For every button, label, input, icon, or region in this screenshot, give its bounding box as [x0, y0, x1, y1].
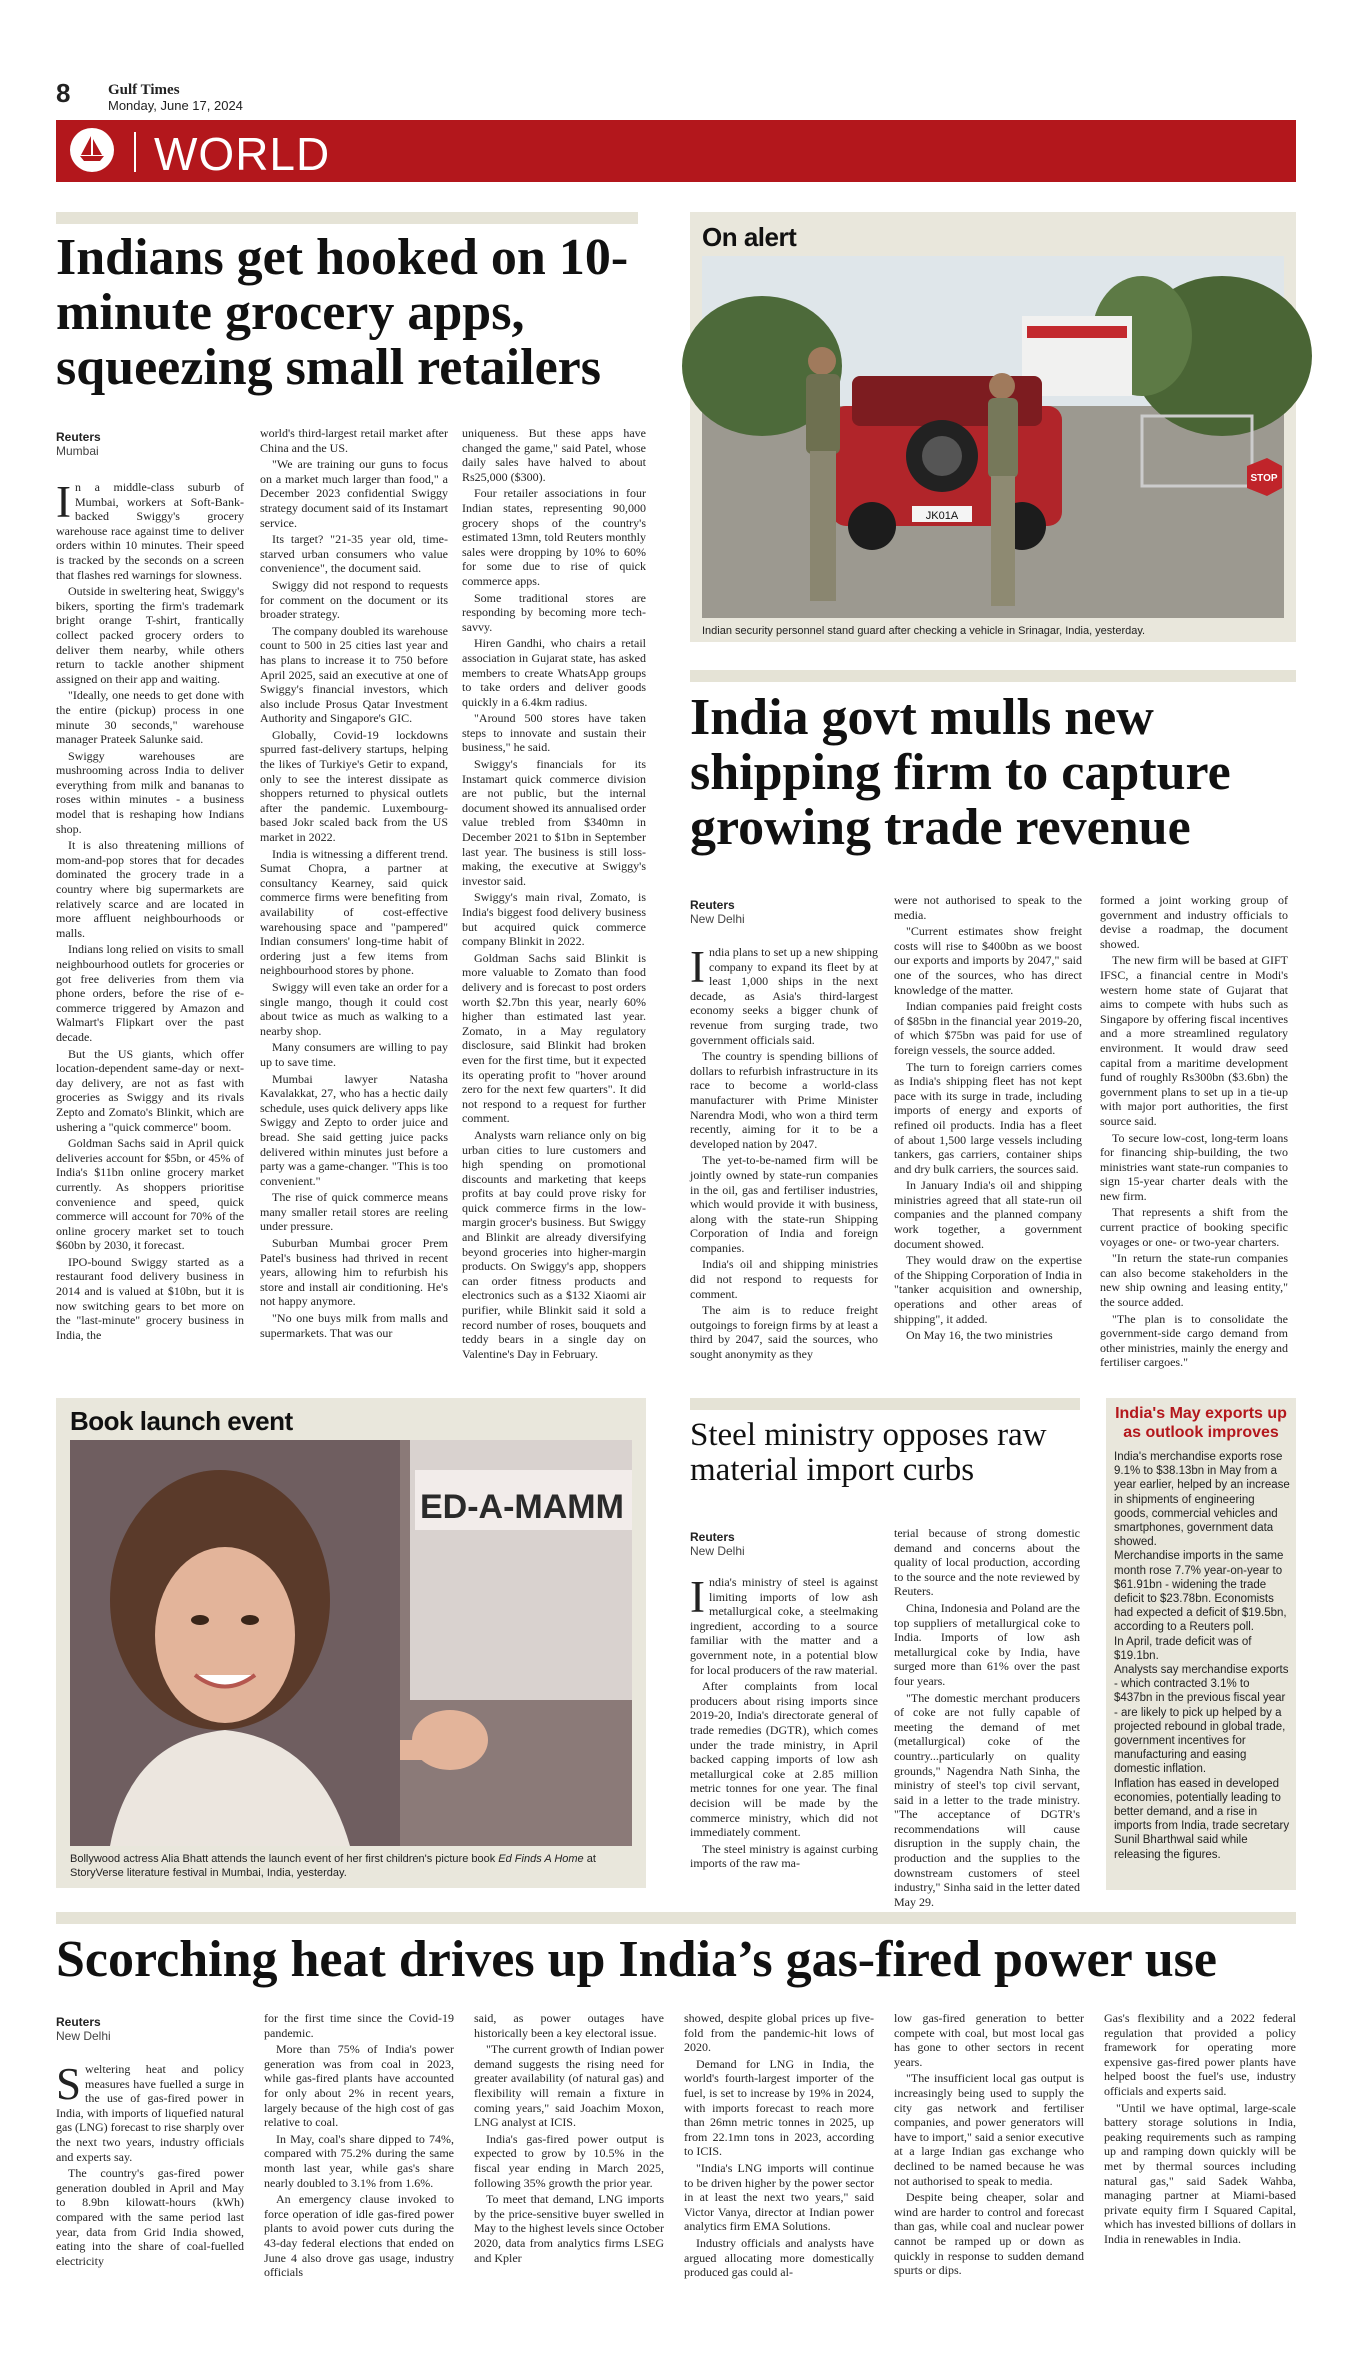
paragraph: Swiggy warehouses are mushrooming across India to deliver everything from milk and bananas to roses within minutes - a business model that is reshaping how Indians shop. [56, 748, 244, 836]
paragraph: To secure low-cost, long-term loans for financing ship-building, the two ministries want state-run companies to sign 15-year charter deals with the new firm. [1100, 1130, 1288, 1203]
paragraph: were not authorised to speak to the media. [894, 893, 1082, 922]
paragraph: The country's gas-fired power generation doubled in April and May to 8.9bn kilowatt-hours (kWh) compared with the same period last year, data from Grid India showed, eating into the share of coal-fuelled electricity [56, 2166, 244, 2268]
paragraph: "The insufficient local gas output is increasingly being used to supply the city gas network and fertiliser companies, and power generators will have to import," said a senior executive at a large Indian gas exchange who declined to be named because he was not authorised to speak to media. [894, 2071, 1084, 2188]
paragraph: low gas-fired generation to better compete with coal, but most local gas has gone to other sectors in recent years. [894, 2011, 1084, 2069]
paragraph: Analysts say merchandise exports - which contracted 3.1% to $437bn in the previous fiscal year - are likely to pick up helped by a projected rebound in global trade, government incentives for manufacturing and easing domestic inflation. [1114, 1664, 1289, 1776]
paragraph: The new firm will be based at GIFT IFSC, a financial centre in Modi's western home state of Gujarat that aims to compete with hubs such as Singapore by offering fiscal incentives and a more streamlined regulatory environment. It would draw seed capital from a maritime development fund of roughly Rs300bn ($3.6bn) the government plans to set up in a tie-up with major port authorities, the first source said. [1100, 953, 1288, 1128]
drop-cap: I [56, 477, 71, 527]
paragraph: The steel ministry is against curbing imports of the raw ma- [690, 1841, 878, 1871]
paragraph: They would draw on the expertise of the Shipping Corporation of India in "tanker acquisition and ownership, operations and other areas of shipping", it added. [894, 1253, 1082, 1326]
security-photo [702, 256, 1284, 618]
paragraph: It is also threatening millions of mom-and-pop stores that for decades dominated the grocery trade in a country where big supermarkets are relatively scarce and are located in more affluent neighbourhoods or malls. [56, 838, 244, 940]
headline: Steel ministry opposes raw material import curbs [690, 1417, 1047, 1488]
paragraph: "The plan is to consolidate the government-side cargo demand from other ministries, mainly the energy and fertiliser cargoes." [1100, 1311, 1288, 1370]
paragraph: Swiggy did not respond to requests for comment on the document or its broader strategy. [260, 577, 448, 622]
paragraph: Hiren Gandhi, who chairs a retail association in Gujarat state, has asked members to create WhatsApp groups to take orders and deliver goods quickly in a 6.4km radius. [462, 636, 646, 709]
paragraph: India is witnessing a different trend. Sumat Chopra, a partner at consultancy Kearney, said quick commerce firms were benefiting from availability of cost-effective warehousing space and "pampered" Indian consumers' long-time habit of ordering just a few items from neighbourhood stores by phone. [260, 846, 448, 978]
paragraph: To meet that demand, LNG imports by the price-sensitive buyer swelled in May to the highest levels since October 2020, data from analytics firms LSEG and Kpler [474, 2192, 664, 2265]
drop-cap: I [690, 942, 705, 992]
paragraph: Despite being cheaper, solar and wind are harder to control and forecast than gas, while coal and nuclear power cannot be ramped up or down as quickly in response to sudden demand spurts or dips. [894, 2190, 1084, 2278]
paragraph: Analysts warn reliance only on big urban cities to lure customers and high spending on promotional discounts and marketing that keeps profits at bay could prove risky for quick commerce firms in the low-margin grocer's business. But Swiggy and Blinkit are already diversifying beyond groceries into higher-margin products. On Swiggy's app, shoppers can order fitness products and electronics such as a $132 Xiaomi air purifier, while Blinkit said it sold a record number of roses, bouquets and teddy bears in a single day on Valentine's Day in February. [462, 1127, 646, 1361]
paragraph: Goldman Sachs said in April quick deliveries account for $5bn, or 45% of India's $11bn online grocery market currently. As shoppers prioritise convenience and speed, quick commerce will account for 70% of the online grocery market set to touch $60bn by 2030, it forecast. [56, 1136, 244, 1253]
section-bar [56, 120, 1296, 182]
paragraph: weltering heat and policy measures have fuelled a surge in the use of gas-fired power in India, with imports of liquefied natural gas (LNG) forecast to rise sharply over the next two years, industry officials and experts say. [56, 2062, 244, 2164]
paragraph: Globally, Covid-19 lockdowns spurred fast-delivery startups, helping the likes of Turkiye's Getir to expand, only to see the interest dissipate as shoppers returned to physical outlets after the pandemic. Luxembourg-based Jokr scaled back from the US market in 2022. [260, 727, 448, 845]
photo-caption [70, 1852, 632, 1880]
photo-caption: Indian security personnel stand guard after checking a vehicle in Srinagar, India, yesterday. [702, 625, 1146, 637]
paragraph: formed a joint working group of government and industry officials to devise a roadmap, the document showed. [1100, 893, 1288, 951]
paragraph: Mumbai lawyer Natasha Kavalakkat, 27, who has a hectic daily schedule, uses quick delivery apps like Swiggy and Zepto to order juice and bread. She said getting juice packs delivered within minutes just before a party was a game-changer. "This is too convenient." [260, 1071, 448, 1188]
article-column [264, 2011, 454, 2352]
headline: India govt mulls new shipping firm to capture growing trade revenue [690, 689, 1231, 857]
byline-location: Mumbai [56, 444, 99, 458]
divider [134, 132, 136, 172]
paragraph: Swiggy's financials for its Instamart quick commerce division are not public, but the internal document showed its annualised order value trebled from $340mn in December 2021 to $1bn in September last year. The business is still loss-making, the executive at Swiggy's investor said. [462, 757, 646, 888]
byline-source: Reuters [690, 1530, 735, 1544]
paragraph: "The domestic merchant producers of coke are not fully capable of meeting the demand of met (metallurgical) coke of the country...particularly on quality grounds," Nagendra Nath Sinha, the ministry of steel's top civil servant, said in a letter to the trade ministry. "The acceptance of DGTR's recommendations will cause disruption in the supply chain, the production and the supplies to the downstream customers of steel industry," Sinha said in the letter dated May 29. [894, 1690, 1080, 1909]
paragraph: "We are training our guns to focus on a market much larger than food," a December 2023 confidential Swiggy strategy document said of its Instamart service. [260, 457, 448, 530]
paragraph: ndia plans to set up a new shipping company to expand its fleet by at least 1,000 ships in the next decade, as Asia's third-largest economy seeks a bigger chunk of revenue from surging trade, two government officials said. [690, 945, 878, 1047]
paragraph: Outside in sweltering heat, Swiggy's bikers, sporting the firm's trademark bright orange T-shirt, frantically collect packed grocery orders to deliver them nearby, while others return to tackle another shipment assigned on their app and waiting. [56, 584, 244, 686]
paragraph: Suburban Mumbai grocer Prem Patel's business had thrived in recent years, allowing him to refurbish his store and install air conditioning. He's not happy anymore. [260, 1236, 448, 1309]
dhow-logo-icon [70, 128, 114, 172]
article-column [1104, 2011, 1296, 2352]
paragraph: Indian companies paid freight costs of $85bn in the financial year 2019-20, of which $75bn was paid for use of foreign vessels, the source added. [894, 999, 1082, 1057]
section-title: WORLD [154, 128, 331, 180]
article-column [894, 1526, 1080, 1909]
byline-location: New Delhi [690, 1544, 745, 1558]
photo-label: On alert [702, 222, 797, 252]
page-number: 8 [56, 78, 71, 108]
paragraph: India's gas-fired power output is expected to grow by 10.5% in the fiscal year ending in March 2025, following 35% growth the prior year. [474, 2131, 664, 2190]
paragraph: "Until we have optimal, large-scale battery storage solutions in India, peaking requirements such as ramping up and ramping down quickly will be met by thermal sources including natural gas," said Sadek Wahba, managing partner at Miami-based private equity firm I Squared Capital, which has invested billions of dollars in India in renewables in India. [1104, 2100, 1296, 2246]
headline: Scorching heat drives up India’s gas-fired power use [56, 1931, 1217, 1988]
article-column [474, 2011, 664, 2352]
paragraph: But the US giants, which offer location-dependent same-day or next-day delivery, are not as fast with groceries as Swiggy and its rivals Zepto and Zomato's Blinkit, which are ushering a "quick commerce" boom. [56, 1046, 244, 1134]
newspaper-name: Gulf Times [108, 82, 180, 98]
caption-text: at StoryVerse literature festival in Mumbai, India, yesterday. [70, 1853, 596, 1879]
photo-label: Book launch event [70, 1406, 293, 1436]
paragraph: showed, despite global prices up five-fold from the pandemic-hit lows of 2020. [684, 2011, 874, 2055]
alia-bhatt-image [70, 1440, 632, 1846]
article-column [260, 426, 448, 1420]
paragraph: uniqueness. But these apps have changed the game," said Patel, whose daily sales have halved to about Rs25,000 ($300). [462, 426, 646, 484]
paragraph: In May, coal's share dipped to 74%, compared with 75.2% during the same month last year, while gas's share nearly doubled to 3.1% from 1.6%. [264, 2131, 454, 2190]
paragraph: That represents a shift from the current practice of booking specific voyages or one- or two-year charters. [1100, 1205, 1288, 1249]
paragraph: Swiggy's main rival, Zomato, is India's biggest food delivery business but acquired quick commerce company Blinkit in 2022. [462, 890, 646, 949]
article-column [1100, 893, 1288, 1377]
sidebar-text [1114, 1450, 1290, 1886]
story-rule [690, 670, 1296, 682]
paragraph: "Around 500 stores have taken steps to innovate and sustain their business," he said. [462, 711, 646, 755]
paragraph: Many consumers are willing to pay up to save time. [260, 1040, 448, 1069]
paragraph: The aim is to reduce freight outgoings to foreign firms by at least a third by 2047, said the sources, who sought anonymity as they [690, 1303, 878, 1362]
article-column [56, 2059, 244, 2352]
number-plate: JK01A [925, 510, 959, 522]
paragraph: Goldman Sachs said Blinkit is more valuable to Zomato than food delivery and is forecast to post orders worth $2.7bn this year, nearly 60% higher than estimated last year. Zomato, in a May regulatory disclosure, said Blinkit had broken even for the first time, but it expected its operating profit to "hover around zero for the next few quarters". It did not respond to a request for further comment. [462, 950, 646, 1126]
paragraph: Inflation has eased in developed economies, potentially leading to better demand, and a rise in imports from India, trade secretary Sunil Bharthwal said while releasing the figures. [1114, 1777, 1290, 1861]
byline-source: Reuters [56, 430, 101, 444]
issue-date: Monday, June 17, 2024 [108, 98, 243, 113]
paragraph: Its target? "21-35 year old, time-starved urban consumers who value convenience", the document said. [260, 532, 448, 576]
book-title: Ed Finds A Home [498, 1853, 584, 1865]
paragraph: "Ideally, one needs to get done with the entire (pickup) process in one minute 30 seconds," warehouse manager Prateek Salunke said. [56, 688, 244, 747]
byline-source: Reuters [690, 898, 735, 912]
paragraph: India's merchandise exports rose 9.1% to $38.13bn in May from a year earlier, helped by an increase in shipments of engineering goods, commercial vehicles and smartphones, government data showed. [1114, 1451, 1290, 1549]
paragraph: for the first time since the Covid-19 pandemic. [264, 2011, 454, 2040]
paragraph: An emergency clause invoked to force operation of idle gas-fired power plants to avoid power cuts during the 43-day federal elections that ended on June 4 also drove gas usage, industry officials [264, 2192, 454, 2280]
paragraph: Gas's flexibility and a 2022 federal regulation that provided a policy framework for operating more expensive gas-fired power plants have helped boost the fuel's use, industry officials and experts said. [1104, 2011, 1296, 2098]
paragraph: ndia's ministry of steel is against limiting imports of low ash metallurgical coke, a steelmaking ingredient, according to a source familiar with the matter and a government note, in a potential blow for local producers of the raw material. [690, 1575, 878, 1677]
article-column [684, 2011, 874, 2352]
paragraph: n a middle-class suburb of Mumbai, workers at Soft-Bank-backed Swiggy's grocery warehouse race against time to deliver orders within 10 minutes. Their speed is tracked by the seconds on a screen that flashes red warnings for slowness. [56, 480, 244, 582]
book-launch-photo [70, 1440, 632, 1846]
paragraph: Indians long relied on visits to small neighbourhood outlets for groceries or got free deliveries from them via phone orders, before the rise of e-commerce triggered by Amazon and Walmart's Flipkart over the past decade. [56, 942, 244, 1044]
paragraph: In April, trade deficit was of $19.1bn. [1114, 1635, 1252, 1662]
paragraph: said, as power outages have historically been a key electoral issue. [474, 2011, 664, 2040]
story-rule [56, 212, 638, 224]
paragraph: terial because of strong domestic demand and concerns about the quality of local production, according to the source and the note reviewed by Reuters. [894, 1526, 1080, 1599]
srinagar-checkpoint-image [702, 256, 1284, 618]
caption-text: Bollywood actress Alia Bhatt attends the launch event of her first children's picture book [70, 1853, 499, 1865]
byline-location: New Delhi [56, 2029, 111, 2043]
paragraph: Industry officials and analysts have argued allocating more domestically produced gas could al- [684, 2235, 874, 2280]
paragraph: In January India's oil and shipping ministries agreed that all state-run oil companies and the planned company work together, a government document showed. [894, 1178, 1082, 1251]
event-banner: ED-A-MAMM [420, 1488, 624, 1526]
headline: Indians get hooked on 10-minute grocery apps, squeezing small retailers [56, 229, 629, 397]
paragraph: On May 16, the two ministries [906, 1328, 1053, 1343]
paragraph: "In return the state-run companies can also become stakeholders in the new ship owning and leasing entity," the source added. [1100, 1251, 1288, 1310]
article-column [894, 893, 1082, 1377]
stop-sign: STOP [1250, 473, 1278, 484]
paragraph: India's oil and shipping ministries did not respond to requests for comment. [690, 1257, 878, 1301]
paragraph: "India's LNG imports will continue to be driven higher by the power sector in at least the next two years," said Victor Vanya, director at Indian power analytics firm EMA Solutions. [684, 2160, 874, 2234]
article-column [690, 1572, 878, 1890]
paragraph: world's third-largest retail market after China and the US. [260, 426, 448, 455]
paragraph: "Current estimates show freight costs will rise to $400bn as we boost our exports and imports by 2047," said one of the sources, who has direct knowledge of the matter. [894, 924, 1082, 997]
paragraph: Some traditional stores are responding by becoming more tech-savvy. [462, 590, 646, 634]
byline-location: New Delhi [690, 912, 745, 926]
paragraph: China, Indonesia and Poland are the top suppliers of metallurgical coke to India. Imports of low ash metallurgical coke by India, have surged more than 61% over the past four years. [894, 1600, 1080, 1688]
paragraph: "No one buys milk from malls and supermarkets. That was our [260, 1311, 448, 1340]
paragraph: IPO-bound Swiggy started as a restaurant food delivery business in 2014 and is valued at $10bn, but it is now switching gears to bet more on the "last-minute" grocery business in India, the [56, 1254, 244, 1342]
paragraph: The turn to foreign carriers comes as India's shipping fleet has not kept pace with its surge in trade, including imports of energy and exports of refined oil products. India has a fleet of about 1,500 large vessels including tankers, gas carriers, container ships and dry bulk carriers, the sources said. [894, 1059, 1082, 1176]
story-rule [56, 1912, 1296, 1924]
paragraph: Swiggy will even take an order for a single mango, though it could cost about twice as much as walking to a nearby shop. [260, 979, 448, 1038]
story-rule [690, 1398, 1080, 1410]
paragraph: The company doubled its warehouse count to 500 in 25 cities last year and has plans to increase it to 750 before April 2025, said an executive at one of Swiggy's financial investors, which also include Prosus Qatar Investment Authority and Singapore's GIC. [260, 623, 448, 726]
paragraph: Merchandise imports in the same month rose 7.7% year-on-year to $61.91bn - widening the trade deficit to $23.78bn. Economists had expected a deficit of $19.5bn, according to a Reuters poll. [1114, 1550, 1287, 1634]
paragraph: The yet-to-be-named firm will be jointly owned by state-run companies in the oil, gas and fertiliser industries, which would provide it with business, along with the state-run Shipping Corporation of India and foreign companies. [690, 1153, 878, 1255]
paragraph: Demand for LNG in India, the world's fourth-largest importer of the fuel, is set to increase by 19% in 2024, with imports forecast to reach more than 26mn metric tonnes in 2025, up from 22.1mn tons in 2023, according to ICIS. [684, 2056, 874, 2159]
article-column [462, 426, 646, 1420]
drop-cap: S [56, 2059, 82, 2109]
drop-cap: I [690, 1572, 705, 1622]
article-column [894, 2011, 1084, 2352]
sidebar-headline: India's May exports up as outlook improves [1115, 1405, 1287, 1441]
paragraph: "The current growth of Indian power demand suggests the rising need for greater availability (of natural gas) and flexibility will remain a fixture in coming years," said Joachim Moxon, LNG analyst at ICIS. [474, 2042, 664, 2130]
paragraph: Four retailer associations in four Indian states, representing 90,000 grocery shops of the country's estimated 13mn, told Reuters monthly sales were dropping by 10% to 60% for some due to rise of quick commerce apps. [462, 486, 646, 588]
paragraph: More than 75% of India's power generation was from coal in 2023, while gas-fired plants have accounted for only about 2% in recent years, largely because of the high cost of gas relative to coal. [264, 2042, 454, 2130]
paragraph: The rise of quick commerce means many smaller retail stores are reeling under pressure. [260, 1190, 448, 1234]
byline-source: Reuters [56, 2015, 101, 2029]
article-column [56, 477, 244, 1420]
paragraph: After complaints from local producers about rising imports since 2019-20, India's directorate general of trade remedies (DGTR), which comes under the trade ministry, in April backed capping imports of low ash metallurgical coke at 2.85 million metric tonnes for one year. The final decision will be made by the commerce ministry, which did not immediately comment. [690, 1679, 878, 1840]
paragraph: The country is spending billions of dollars to refurbish infrastructure in its race to become a world-class manufacturer with Prime Minister Narendra Modi, who won a third term recently, aiming for it to be a developed nation by 2047. [690, 1049, 878, 1151]
article-column [690, 942, 878, 1377]
